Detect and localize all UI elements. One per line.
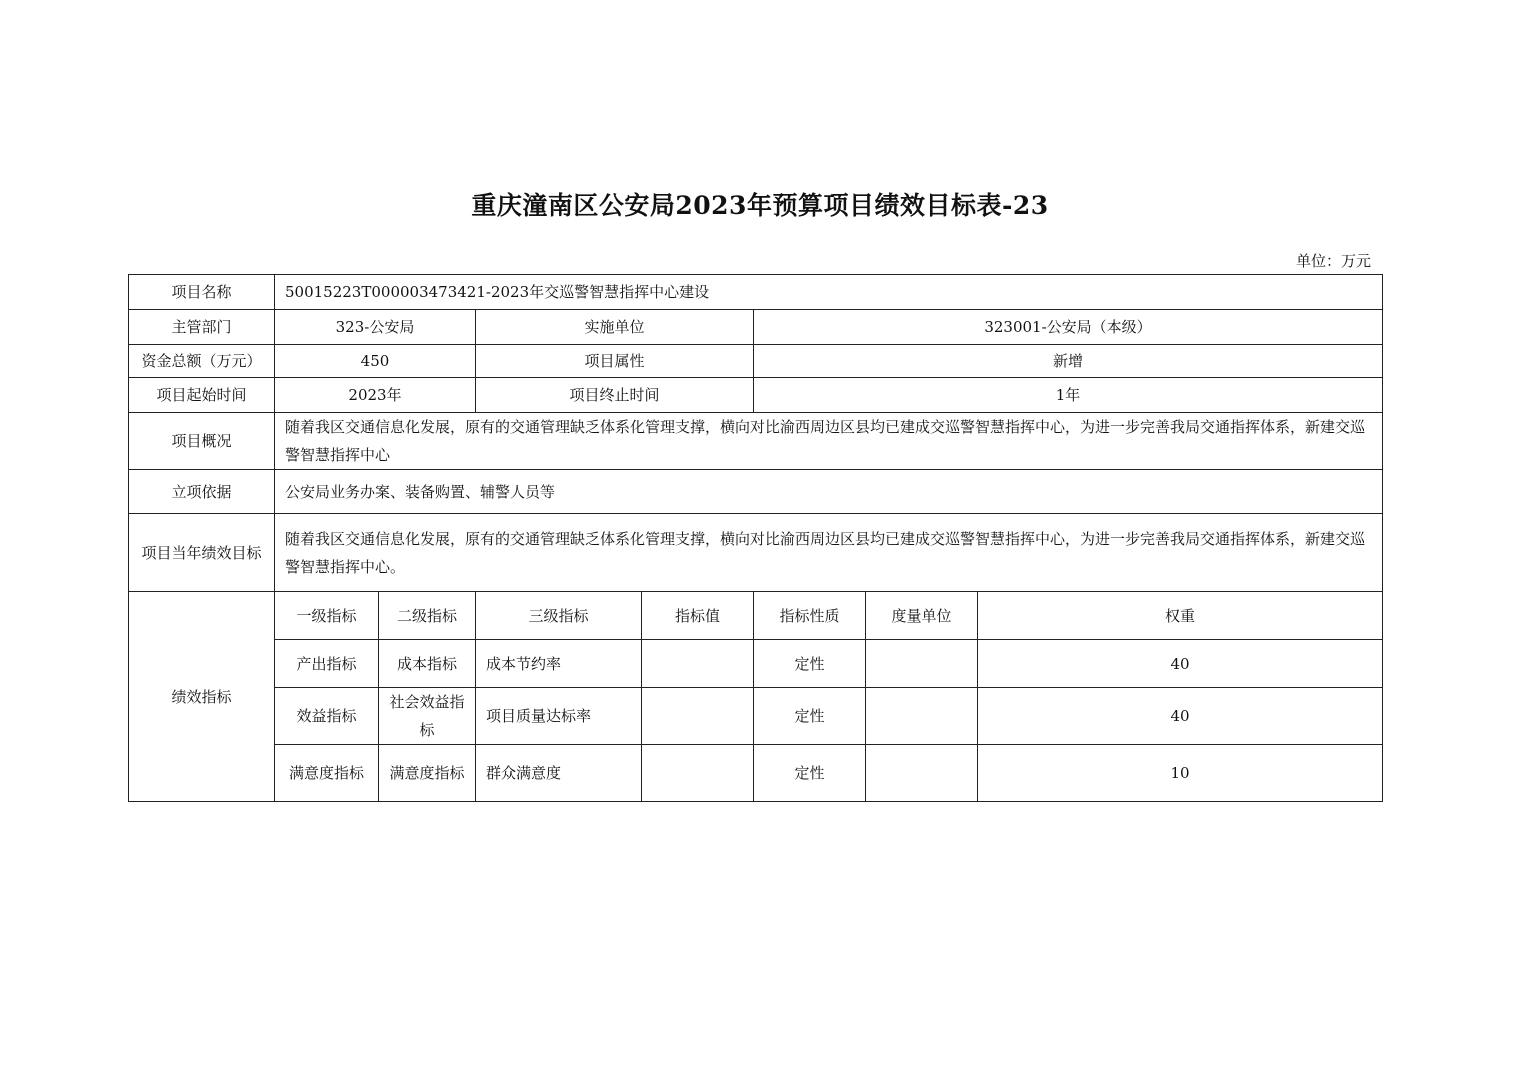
end-label: 项目终止时间 (476, 378, 754, 413)
indicator-level3: 群众满意度 (476, 745, 642, 802)
unit-label: 单位：万元 (1295, 252, 1371, 270)
impl-value: 323001-公安局（本级） (754, 310, 1383, 345)
header-nature: 指标性质 (754, 592, 866, 640)
overview-value: 随着我区交通信息化发展，原有的交通管理缺乏体系化管理支撑，横向对比渝西周边区县均已建成交巡警智慧指挥中心，为进一步完善我局交通指挥体系，新建交巡警智慧指挥中心 (275, 413, 1383, 470)
indicator-level3: 成本节约率 (476, 640, 642, 688)
goal-label: 项目当年绩效目标 (129, 514, 275, 592)
fund-value: 450 (275, 345, 476, 378)
indicator-level3: 项目质量达标率 (476, 688, 642, 745)
row-basis (129, 470, 1383, 514)
indicator-weight: 40 (978, 688, 1383, 745)
indicator-value (642, 745, 754, 802)
end-value: 1年 (754, 378, 1383, 413)
indicator-row (129, 745, 1383, 802)
attr-value: 新增 (754, 345, 1383, 378)
indicator-level1: 产出指标 (275, 640, 379, 688)
indicator-nature: 定性 (754, 745, 866, 802)
indicator-nature: 定性 (754, 688, 866, 745)
indicator-level2: 成本指标 (379, 640, 476, 688)
header-weight: 权重 (978, 592, 1383, 640)
indicator-weight: 40 (978, 640, 1383, 688)
header-level3: 三级指标 (476, 592, 642, 640)
header-value: 指标值 (642, 592, 754, 640)
indicator-unit (866, 688, 978, 745)
indicator-level1: 效益指标 (275, 688, 379, 745)
indicator-level2: 社会效益指标 (379, 688, 476, 745)
row-fund (129, 345, 1383, 378)
indicator-weight: 10 (978, 745, 1383, 802)
indicator-header-row (129, 592, 1383, 640)
row-project-name (129, 275, 1383, 310)
indicator-row (129, 640, 1383, 688)
basis-label: 立项依据 (129, 470, 275, 514)
row-overview (129, 413, 1383, 470)
indicator-unit (866, 745, 978, 802)
indicator-unit (866, 640, 978, 688)
page-title: 重庆潼南区公安局2023年预算项目绩效目标表-23 (471, 191, 1049, 220)
header-level2: 二级指标 (379, 592, 476, 640)
indicators-section-label: 绩效指标 (129, 592, 275, 802)
start-label: 项目起始时间 (129, 378, 275, 413)
performance-table (128, 274, 1383, 802)
impl-label: 实施单位 (476, 310, 754, 345)
indicator-value (642, 688, 754, 745)
row-department (129, 310, 1383, 345)
attr-label: 项目属性 (476, 345, 754, 378)
start-value: 2023年 (275, 378, 476, 413)
project-name-label: 项目名称 (129, 275, 275, 310)
dept-value: 323-公安局 (275, 310, 476, 345)
dept-label: 主管部门 (129, 310, 275, 345)
goal-value: 随着我区交通信息化发展，原有的交通管理缺乏体系化管理支撑，横向对比渝西周边区县均已建成交巡警智慧指挥中心，为进一步完善我局交通指挥体系，新建交巡警智慧指挥中心。 (275, 514, 1383, 592)
row-period (129, 378, 1383, 413)
header-level1: 一级指标 (275, 592, 379, 640)
fund-label: 资金总额（万元） (129, 345, 275, 378)
header-unit: 度量单位 (866, 592, 978, 640)
indicator-nature: 定性 (754, 640, 866, 688)
indicator-row (129, 688, 1383, 745)
row-goal (129, 514, 1383, 592)
project-name-value: 50015223T000003473421-2023年交巡警智慧指挥中心建设 (275, 275, 1383, 310)
indicator-level2: 满意度指标 (379, 745, 476, 802)
basis-value: 公安局业务办案、装备购置、辅警人员等 (275, 470, 1383, 514)
indicator-level1: 满意度指标 (275, 745, 379, 802)
indicator-value (642, 640, 754, 688)
overview-label: 项目概况 (129, 413, 275, 470)
